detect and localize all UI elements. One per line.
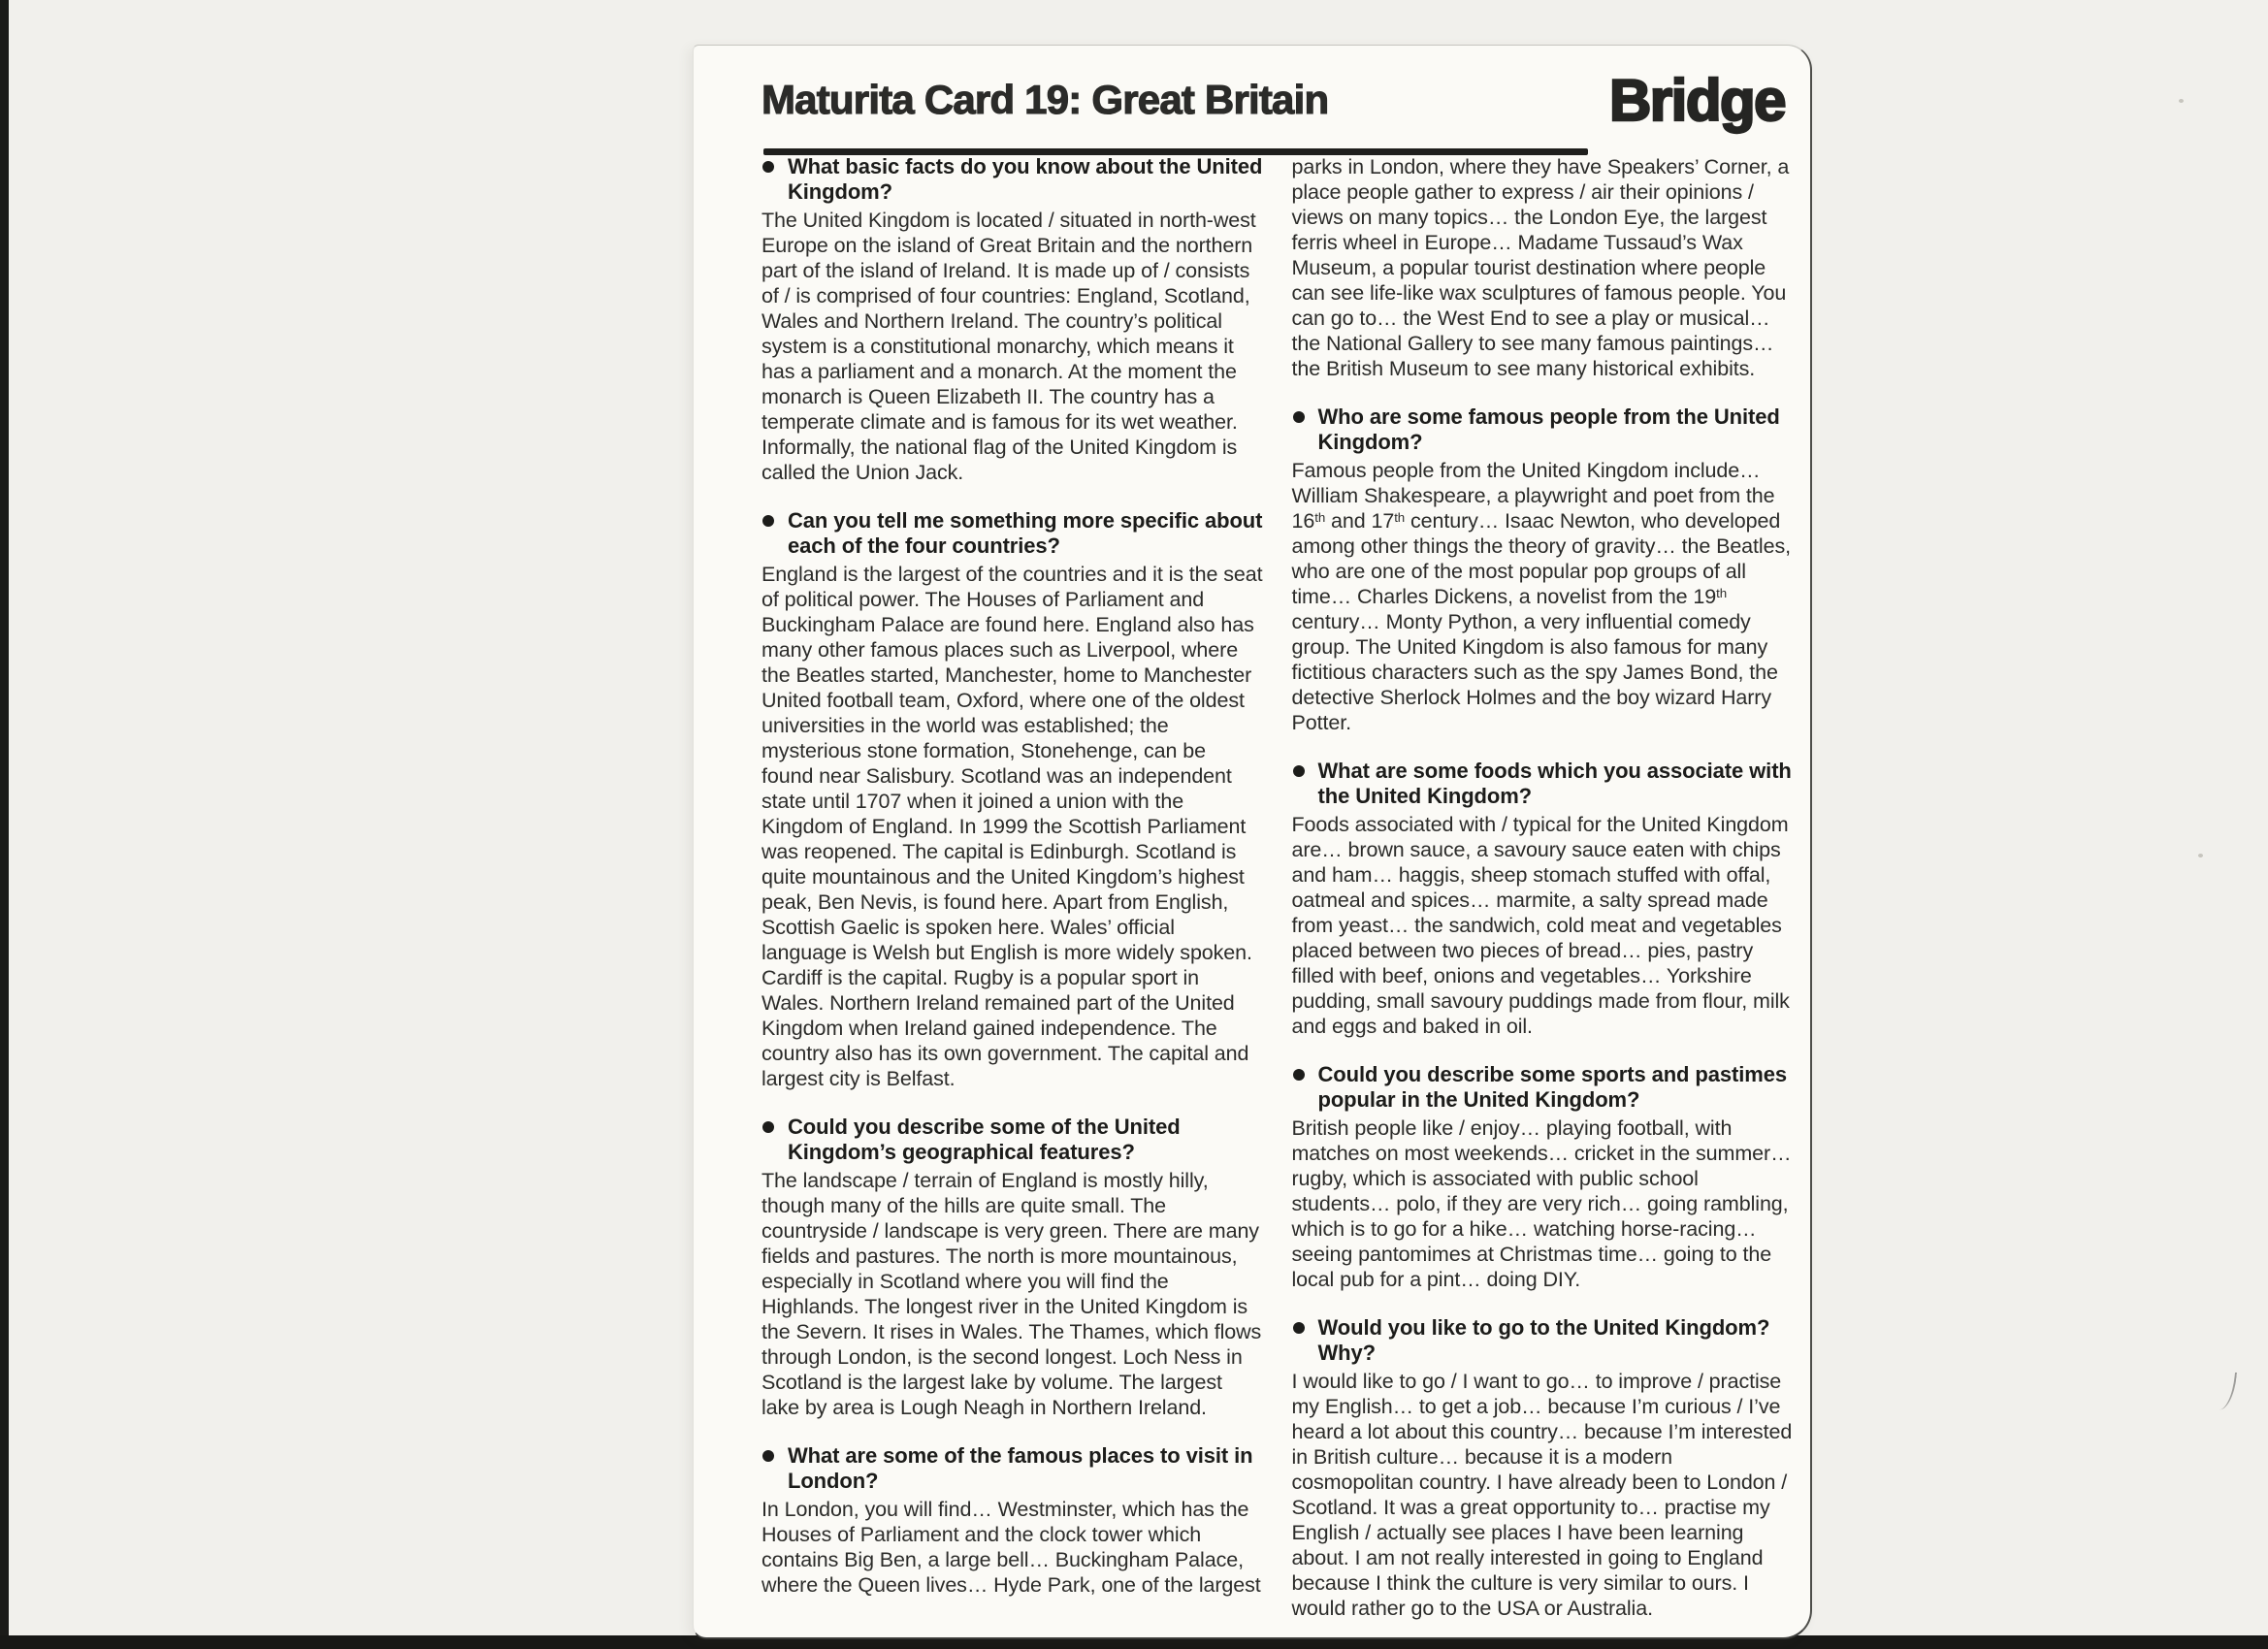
answer-paragraph: Foods associated with / typical for the United Kingdom are… brown sauce, a savoury sauce eaten with chips and ham… haggis, sheep stomach stuffed with offal, oatmeal and spices… marmite, a salty spread made from yeast… the sandwich, cold meat and vegetables placed between two pieces of bread… pies, pastry filled with beef, onions and vegetables… Yorkshire pudding, small savoury puddings made from flour, milk and eggs and baked in oil. (1291, 813, 1790, 1038)
question-text: What are some foods which you associate with the United Kingdom? (1317, 759, 1792, 808)
scan-speck (2198, 854, 2203, 857)
bullet-icon (761, 1443, 788, 1469)
answer-paragraph: The landscape / terrain of England is mostly hilly, though many of the hills are quite small. The countryside / landscape is very green. There are many fields and pastures. The north is more mountainous, especially in Scotland where you will find the Highlands. The longest river in the United Kingdom is the Severn. It rises in Wales. The Thames, which flows through London, is the second longest. Loch Ness in Scotland is the largest lake by volume. The largest lake by area is Lough Neagh in Northern Ireland. (761, 1169, 1262, 1419)
scan-hair-artifact (2218, 1371, 2237, 1410)
qa-section (1292, 404, 1794, 735)
question (761, 154, 1263, 205)
question-text: Would you like to go to the United Kingdom? Why? (1317, 1315, 1770, 1365)
answer-paragraph: The United Kingdom is located / situated in north-west Europe on the island of Great Britain and the northern part of the island of Ireland. It is made up of / consists of / is comprised of four countries: England, Scotland, Wales and Northern Ireland. The country’s political system is a constitutional monarchy, which means it has a parliament and a monarch. At the moment the monarch is Queen Elizabeth II. The country has a temperate climate and is famous for its wet weather. Informally, the national flag of the United Kingdom is called the Union Jack. (761, 209, 1256, 484)
qa-section (761, 1443, 1263, 1598)
answer-paragraph: In London, you will find… Westminster, which has the Houses of Parliament and the clock tower which contains Big Ben, a large bell… Buckingham Palace, where the Queen lives… Hyde Park, one of the largest (761, 1498, 1261, 1597)
question (1292, 1062, 1794, 1113)
qa-section (1292, 1315, 1794, 1621)
question-text: What are some of the famous places to visit in London? (788, 1443, 1253, 1493)
question-text: Who are some famous people from the United Kingdom? (1317, 404, 1780, 454)
answer-paragraph: parks in London, where they have Speakers’ Corner, a place people gather to express / air their opinions / views on many topics… the London Eye, the largest ferris wheel in Europe… Madame Tussaud’s Wax Museum, a popular tourist destination where people can see life-like wax sculptures of famous people. You can go to… the West End to see a play or musical… the National Gallery to see many famous paintings… the British Museum to see many historical exhibits. (1291, 155, 1790, 380)
question (761, 508, 1263, 559)
answer-paragraph: Famous people from the United Kingdom include… William Shakespeare, a playwright and poet from the 16th and 17th century… Isaac Newton, who developed among other things the theory of gravity… the Beatles, who are one of the most popular pop groups of all time… Charles Dickens, a novelist from the 19th century… Monty Python, a very influential comedy group. The United Kingdom is also famous for many fictitious characters such as the spy James Bond, the detective Sherlock Holmes and the boy wizard Harry Potter. (1291, 459, 1791, 734)
bullet-icon (761, 154, 788, 179)
qa-section (1292, 154, 1794, 381)
maturita-card (693, 45, 1812, 1639)
answer-paragraph: England is the largest of the countries and it is the seat of political power. The Houses of Parliament and Buckingham Palace are found here. England also has many other famous places such as Liverpool, where the Beatles started, Manchester, home to Manchester United football team, Oxford, where one of the oldest universities in the world was established; the mysterious stone formation, Stonehenge, can be found near Salisbury. Scotland was an independent state until 1707 when it joined a union with the Kingdom of England. In 1999 the Scottish Parliament was reopened. The capital is Edinburgh. Scotland is quite mountainous and the United Kingdom’s highest peak, Ben Nevis, is found here. Apart from English, Scottish Gaelic is spoken here. Wales’ official language is Welsh but English is more widely spoken. Cardiff is the capital. Rugby is a popular sport in Wales. Northern Ireland remained part of the United Kingdom when Ireland gained independence. The country also has its own government. The capital and largest city is Belfast. (761, 563, 1263, 1090)
qa-section (761, 508, 1263, 1091)
qa-section (1292, 759, 1794, 1039)
page-title: Maturita Card 19: Great Britain (761, 77, 1329, 122)
answer-paragraph: I would like to go / I want to go… to improve / practise my English… to get a job… because I’m curious / I’ve heard a lot about this country… because I’m interested in British culture… because it is a modern cosmopolitan country. I have already been to London / Scotland. It was a great opportunity to… practise my English / actually see places I have been learning about. I am not really interested in going to England because I think the culture is very similar to ours. I would rather go to the USA or Australia. (1291, 1370, 1793, 1620)
question (761, 1115, 1263, 1165)
qa-section (1292, 1062, 1794, 1292)
bullet-icon (1292, 1315, 1318, 1341)
bullet-icon (761, 1115, 788, 1140)
qa-section (761, 1115, 1263, 1420)
scan-left-edge (0, 0, 9, 1649)
question (1292, 404, 1794, 455)
bullet-icon (1292, 1062, 1318, 1087)
card-columns (761, 154, 1793, 1624)
question-text: Could you describe some sports and pastimes popular in the United Kingdom? (1317, 1062, 1787, 1112)
question (1292, 759, 1794, 809)
bullet-icon (1292, 759, 1318, 784)
scan-speck (2179, 99, 2184, 103)
question-text: Could you describe some of the United Kingdom’s geographical features? (788, 1115, 1181, 1164)
bullet-icon (1292, 404, 1318, 430)
brand-logo: Bridge (1608, 68, 1785, 133)
question-text: What basic facts do you know about the United Kingdom? (788, 154, 1263, 204)
question (761, 1443, 1263, 1494)
left-column (761, 154, 1263, 1624)
answer-paragraph: British people like / enjoy… playing football, with matches on most weekends… cricket in the summer… rugby, which is associated with public school students… polo, if they are very rich… going rambling, which is to go for a hike… watching horse-racing… seeing pantomimes at Christmas time… going to the local pub for a pint… doing DIY. (1291, 1116, 1792, 1291)
question (1292, 1315, 1794, 1366)
qa-section (761, 154, 1263, 485)
right-column (1292, 154, 1794, 1624)
question-text: Can you tell me something more specific about each of the four countries? (788, 508, 1263, 558)
bullet-icon (761, 508, 788, 534)
